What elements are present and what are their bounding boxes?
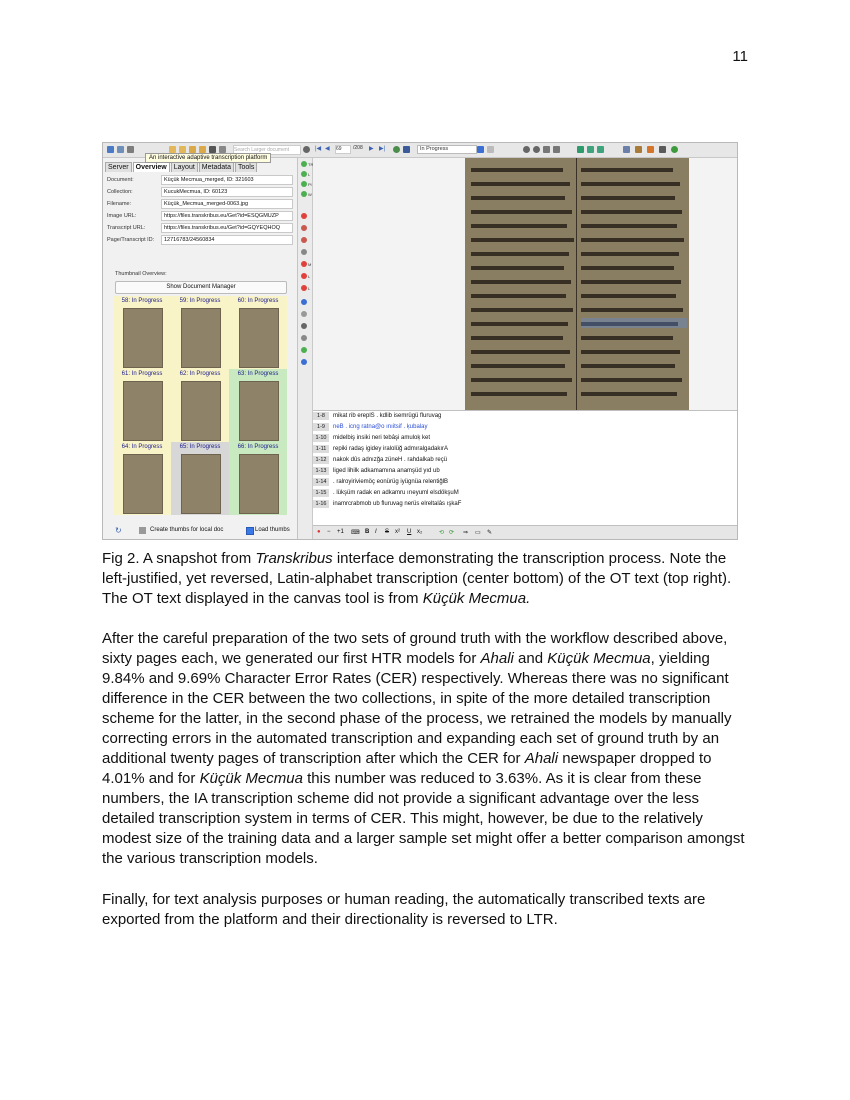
list-item[interactable] [313, 477, 737, 488]
thumbnail-label: 58: In Progress [121, 298, 163, 304]
line-number: 1-8 [313, 412, 329, 420]
line-number: 1-15 [313, 489, 329, 497]
thumbnail-label: 61: In Progress [121, 371, 163, 377]
move-icon[interactable] [597, 146, 604, 153]
delete-icon[interactable] [301, 213, 307, 219]
thumbnail-image [123, 308, 163, 368]
ot-text-line [471, 238, 574, 242]
tab-overview[interactable]: Overview [133, 162, 170, 172]
ot-text-line [581, 224, 677, 228]
thumbnail[interactable] [113, 442, 171, 515]
tab-layout[interactable]: Layout [171, 162, 198, 172]
transcription-editor[interactable] [313, 410, 737, 526]
collection-field[interactable]: KucukMecmua, ID: 60123 [161, 187, 293, 197]
ot-text-line [471, 210, 572, 214]
body-paragraph [102, 629, 750, 869]
ot-text-line [581, 350, 680, 354]
thumbnail[interactable] [171, 296, 229, 369]
layout-icon[interactable]: ▭ [475, 530, 481, 536]
page-transcript-id-field[interactable]: 12716783/24560834 [161, 235, 293, 245]
caption-italic: Transkribus [255, 550, 333, 567]
thumbs-icon [139, 527, 146, 534]
ot-text-line [471, 266, 564, 270]
refresh-icon[interactable]: ↻ [115, 526, 122, 535]
thumbnail[interactable] [113, 296, 171, 369]
minus-button[interactable]: − [327, 529, 331, 535]
ot-text-line [471, 196, 565, 200]
caption-italic: Küçük Mecmua. [422, 590, 531, 607]
thumbnail-label: 66: In Progress [237, 444, 279, 450]
page-transcript-id-label: Page/Transcript ID: [107, 237, 155, 243]
tooltip: An interactive adaptive transcription platform [145, 153, 271, 163]
ot-text-line [471, 378, 572, 382]
thumbnail-image [239, 381, 279, 441]
upload-icon[interactable] [189, 146, 196, 153]
line-text[interactable]: liged lihilk adkamamına anamşüd yıd ub [333, 468, 440, 474]
search-input[interactable]: Search Larger document [233, 145, 301, 155]
link-icon[interactable] [301, 335, 307, 341]
thumbnail-image [239, 454, 279, 514]
paragraph-text: this number was reduced to 3.63%. As it is clear from these numbers, the IA transcription scheme did not provide a significant advantage over the less detailed transcription system in terms of CER. This might, however, be due to the relatively modest size of the training data and a larger sample set might offer a better comparison amongst the various transcription models. [102, 770, 745, 867]
line-text[interactable]: mikat rib ereplS . kdlib isemrügü fluruvag [333, 413, 442, 419]
last-page-icon[interactable]: ▶| [379, 146, 386, 152]
image-url-label: Image URL: [107, 213, 137, 219]
ot-text-line [471, 224, 567, 228]
tab-tools[interactable]: Tools [235, 162, 257, 172]
cut-label: M [308, 262, 312, 267]
figure-caption [102, 549, 750, 609]
ot-text-line [581, 308, 683, 312]
strikethrough-button[interactable]: S [385, 529, 390, 535]
line-number: 1-10 [313, 434, 329, 442]
ot-text-line [471, 182, 570, 186]
table-icon[interactable] [301, 323, 307, 329]
line-number: 1-16 [313, 500, 329, 508]
thumbnail-image [239, 308, 279, 368]
prev-page-icon[interactable]: ◀ [325, 146, 330, 152]
ot-text-line [581, 182, 680, 186]
document-field[interactable]: Küçük Mecmua_merged, ID: 321603 [161, 175, 293, 185]
page-number: 11 [732, 48, 748, 65]
load-thumbs-checkbox[interactable] [246, 527, 254, 535]
thumbnail[interactable] [171, 369, 229, 442]
folder-icon[interactable] [169, 146, 176, 153]
line-number: 1-11 [313, 445, 329, 453]
tools-sidebar [298, 158, 313, 539]
thumbnail-image [123, 381, 163, 441]
list-item[interactable] [313, 488, 737, 499]
settings-icon[interactable] [623, 146, 630, 153]
superscript-button[interactable]: x² [395, 529, 400, 535]
thumbnail[interactable] [229, 296, 287, 369]
ot-text-line [581, 238, 684, 242]
cut-icon[interactable] [301, 261, 307, 267]
pen-icon[interactable] [107, 146, 114, 153]
folder-open-icon[interactable] [179, 146, 186, 153]
selected-line-highlight [581, 318, 687, 328]
load-thumbs-label: Load thumbs [255, 527, 290, 533]
image-url-field[interactable]: https://files.transkribus.eu/Get?id=ESQGMUZP [161, 211, 293, 221]
list-item[interactable] [313, 433, 737, 444]
paragraph-italic: Ahali [480, 650, 514, 667]
fit-width-icon[interactable] [543, 146, 550, 153]
thumbnail[interactable] [229, 442, 287, 515]
keyboard-icon[interactable]: ⌨ [351, 530, 360, 536]
list-item[interactable] [313, 455, 737, 466]
undo-icon[interactable]: ⟲ [439, 530, 445, 536]
help-icon[interactable] [301, 359, 307, 365]
ot-text-line [471, 364, 565, 368]
download-icon[interactable] [199, 146, 206, 153]
line-text[interactable]: repiki radaş igidey iralolüğ admıralgadakırA [333, 446, 449, 452]
thumbnail-image [181, 454, 221, 514]
tab-server[interactable]: Server [105, 162, 132, 172]
edit-icon[interactable]: ✎ [487, 530, 493, 536]
thumbnail-label: 62: In Progress [179, 371, 221, 377]
split-icon[interactable] [301, 225, 307, 231]
cut-word-icon[interactable] [301, 285, 307, 291]
ot-text-line [581, 280, 681, 284]
caption-text: interface demonstrating the transcription process. Note the left-justified, yet reversed, Latin-alphabet transcription (center bottom) of the OT text (top right). The OT text displayed in the canvas tool is from [102, 550, 732, 607]
redo-icon[interactable] [301, 347, 307, 353]
subscript-button[interactable]: x₂ [417, 529, 423, 535]
ot-text-line [471, 392, 567, 396]
add-icon[interactable] [301, 249, 307, 255]
filename-label: Filename: [107, 201, 132, 207]
thumb-bottom-bar [103, 523, 297, 539]
paragraph-text: , yielding 9.84% and 9.69% Character Error Rates (CER) respectively. Whereas there was no significant difference in the CER between the two collections, in spite of the more detailed transcription scheme for the latter, in the second phase of the process, we retrained the models by manually correcting errors in the automated transcription and expanding each set of ground truth by an additional twenty pages of transcription after which the CER for [102, 650, 732, 767]
ot-text-line [471, 280, 571, 284]
list-item[interactable] [313, 444, 737, 455]
thumbnail-label: 60: In Progress [237, 298, 279, 304]
thumbnail-image [181, 308, 221, 368]
ot-text-line [581, 294, 676, 298]
tr-label: TR [308, 162, 314, 167]
paragraph-italic: Küçük Mecmua [547, 650, 651, 667]
person-icon[interactable] [301, 299, 307, 305]
show-document-manager-button[interactable]: Show Document Manager [115, 281, 287, 294]
line-icon[interactable] [301, 171, 307, 177]
color-icon[interactable] [647, 146, 654, 153]
transkribus-screenshot [102, 142, 738, 540]
canvas-view[interactable] [313, 158, 737, 410]
thumbnail[interactable] [113, 369, 171, 442]
ot-text-line [581, 266, 674, 270]
arrow-icon[interactable]: ⇒ [463, 530, 469, 536]
plugin-icon[interactable] [671, 146, 678, 153]
column-divider [576, 158, 577, 410]
ottoman-text-image [465, 158, 689, 410]
gallery-icon[interactable] [219, 146, 226, 153]
filename-field[interactable]: Küçük_Mecmua_merged-0063.jpg [161, 199, 293, 209]
list-item[interactable] [313, 422, 737, 433]
thumbnail-label: 64: In Progress [121, 444, 163, 450]
caption-text: Fig 2. A snapshot from [102, 550, 256, 567]
create-thumbs-button[interactable]: Create thumbs for local doc [150, 527, 224, 533]
tab-metadata[interactable]: Metadata [199, 162, 234, 172]
edit-toolbar [313, 525, 737, 540]
fit-page-icon[interactable] [553, 146, 560, 153]
first-page-icon[interactable]: |◀ [315, 146, 322, 152]
page-number-input[interactable]: 69 [335, 145, 351, 154]
polygon-label: Pl [308, 182, 312, 187]
paragraph-text: After the careful preparation of the two sets of ground truth with the workflow described above, sixty pages each, we generated our first HTR models for [102, 630, 728, 667]
thumbnail[interactable] [229, 369, 287, 442]
rotate-icon[interactable] [577, 146, 584, 153]
page-total: /208 [353, 145, 363, 151]
line-label: L [308, 172, 311, 177]
list-item[interactable] [313, 499, 737, 510]
save-icon[interactable] [403, 146, 410, 153]
ot-text-line [471, 168, 563, 172]
line-text[interactable]: . lükşüm radak en adkamru ırıeyuml elsdökşuM [333, 490, 459, 496]
bold-button[interactable]: B [365, 529, 370, 535]
tab-bar [105, 162, 258, 172]
line-number: 1-13 [313, 467, 329, 475]
ot-text-line [581, 168, 673, 172]
paragraph-text: and [513, 650, 548, 667]
left-panel [103, 158, 298, 539]
document-label: Document: [107, 177, 134, 183]
chart-icon[interactable] [659, 146, 666, 153]
ot-text-line [581, 378, 682, 382]
line-text[interactable]: inamrcrabmob ub fluruvag nerüs elreltalâs ışkaF [333, 501, 462, 507]
ot-text-line [581, 336, 673, 340]
ot-text-line [471, 322, 568, 326]
thumbnail-selected[interactable] [171, 442, 229, 515]
ot-text-line [581, 252, 679, 256]
paragraph-italic: Küçük Mecmua [199, 770, 303, 787]
doc-icon[interactable] [487, 146, 494, 153]
merge-icon[interactable] [301, 237, 307, 243]
status-select[interactable]: In Progress [417, 145, 477, 154]
search-icon[interactable] [303, 146, 310, 153]
paragraph-text: newspaper dropped to 4.01% and for [102, 750, 712, 787]
cut-line-label: L [308, 274, 311, 279]
thumbnail-overview-label: Thumbnail Overview: [115, 271, 167, 277]
line-text[interactable]: . ralroyiriviemöç eonürüg iyügnüa relentiğlB [333, 479, 449, 485]
paragraph-italic: Ahali [524, 750, 559, 767]
ot-text-line [471, 336, 563, 340]
refresh-icon[interactable] [393, 146, 400, 153]
thumbnail-label: 65: In Progress [179, 444, 221, 450]
body-paragraph [102, 890, 750, 930]
layout-icon[interactable] [127, 146, 134, 153]
italic-button[interactable]: I [375, 529, 377, 535]
line-text[interactable]: nakok dûs adnızğa züneH . rahdalkab reçü [333, 457, 448, 463]
paragraph-text: Finally, for text analysis purposes or human reading, the automatically transcribed texts are exported from the platform and their directionality is reversed to LTR. [102, 891, 706, 928]
ot-text-line [471, 294, 566, 298]
line-number: 1-12 [313, 456, 329, 464]
line-number: 1-14 [313, 478, 329, 486]
list-item[interactable] [313, 411, 737, 422]
cut-line-icon[interactable] [301, 273, 307, 279]
collection-label: Collection: [107, 189, 133, 195]
next-page-icon[interactable]: ▶ [369, 146, 374, 152]
frame-icon[interactable] [301, 311, 307, 317]
redo-icon[interactable]: ⟳ [449, 530, 455, 536]
thumbnail-label: 59: In Progress [179, 298, 221, 304]
status-dropdown-icon[interactable] [477, 146, 484, 153]
line-text[interactable]: neB . icng ratna@o ınıitsif . ķubalay [333, 424, 428, 430]
ot-text-line [471, 252, 569, 256]
cut-word-label: L [308, 286, 311, 291]
zoom-in-icon[interactable] [523, 146, 530, 153]
record-icon[interactable]: ● [317, 529, 321, 535]
underline-button[interactable]: U [407, 529, 412, 535]
thumbnail-image [123, 454, 163, 514]
thumbnail-image [181, 381, 221, 441]
word-label: W [308, 192, 312, 197]
transcript-url-label: Transcript URL: [107, 225, 146, 231]
ot-text-line [471, 350, 570, 354]
user-icon[interactable] [209, 146, 216, 153]
arrows-icon[interactable] [587, 146, 594, 153]
line-number: 1-9 [313, 423, 329, 431]
thumbnail-label: 63: In Progress [237, 371, 279, 377]
ot-text-line [581, 210, 682, 214]
ot-text-line [581, 392, 677, 396]
polygon-icon[interactable] [301, 181, 307, 187]
ot-text-line [471, 308, 573, 312]
pencil-icon[interactable] [117, 146, 124, 153]
zoom-out-icon[interactable] [533, 146, 540, 153]
plus-one-button[interactable]: +1 [337, 529, 344, 535]
line-text[interactable]: midelbiş insiki neri tebâşi amuloķ ket [333, 435, 431, 441]
tr-icon[interactable] [301, 161, 307, 167]
transcript-url-field[interactable]: https://files.transkribus.eu/Get?id=GQYEQHOQ [161, 223, 293, 233]
ot-text-line [581, 364, 675, 368]
image-icon[interactable] [635, 146, 642, 153]
ot-text-line [581, 196, 675, 200]
list-item[interactable] [313, 466, 737, 477]
word-icon[interactable] [301, 191, 307, 197]
